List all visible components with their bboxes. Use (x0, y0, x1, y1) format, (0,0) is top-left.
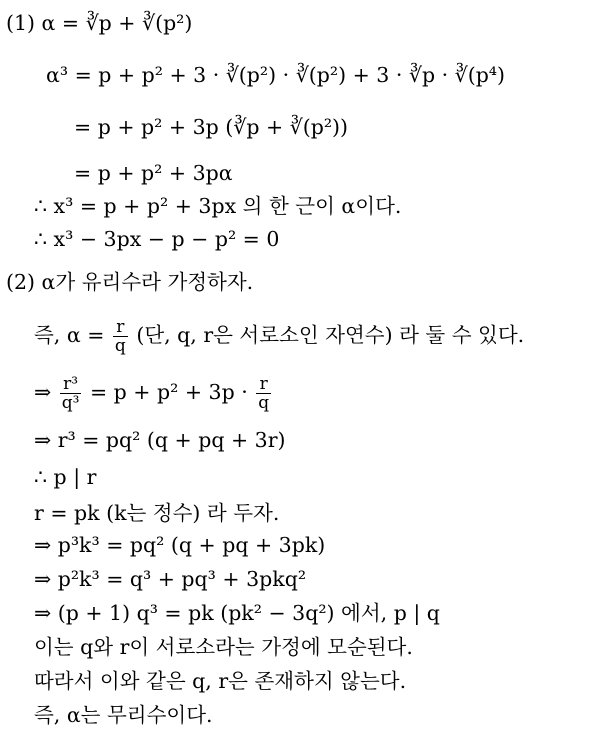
line-r-cubed: ⇒ r³ = pq² (q + pq + 3r) (34, 428, 286, 452)
fraction-prefix: 즉, α = (34, 323, 105, 347)
substitution-rhs: = p + p² + 3p · (89, 380, 248, 404)
line-substitution (34, 375, 273, 412)
line-alpha-as-fraction (34, 318, 524, 355)
line-cubic-equation: ∴ x³ − 3px − p − p² = 0 (34, 227, 280, 251)
line-nonexistence: 따라서 이와 같은 q, r은 존재하지 않는다. (34, 669, 407, 693)
fraction-r-over-q-rhs (256, 375, 271, 412)
line-r-equals-pk: r = pk (k는 정수) 라 두자. (34, 501, 280, 525)
line-p-divides-q: ⇒ (p + 1) q³ = pk (pk² − 3q²) 에서, p | q (34, 601, 440, 625)
line-factored-form: = p + p² + 3p (∛p + ∛(p²)) (74, 115, 349, 139)
line-p-divides-r: ∴ p | r (34, 465, 97, 489)
fraction-numerator: r (113, 318, 128, 337)
fraction-numerator: r (256, 375, 271, 394)
fraction-numerator: r³ (60, 375, 82, 394)
line-alpha-cubed-expansion: α³ = p + p² + 3 · ∛(p²) · ∛(p²) + 3 · ∛p · ∛(p⁴) (46, 63, 506, 87)
fraction-denominator: q (258, 393, 270, 413)
line-simplified: = p + p² + 3pα (74, 161, 233, 185)
fraction-denominator: q (114, 336, 126, 356)
line-p2k3: ⇒ p²k³ = q³ + pq³ + 3pkq² (34, 567, 307, 591)
implies-symbol: ⇒ (34, 380, 52, 404)
fraction-denominator: q³ (61, 393, 80, 413)
line-part2-assumption: (2) α가 유리수라 가정하자. (6, 270, 254, 294)
line-p3k3: ⇒ p³k³ = pq² (q + pq + 3pk) (34, 533, 326, 557)
line-contradiction: 이는 q와 r이 서로소라는 가정에 모순된다. (34, 635, 413, 659)
fraction-suffix: (단, q, r은 서로소인 자연수) 라 둘 수 있다. (136, 323, 525, 347)
line-root-statement: ∴ x³ = p + p² + 3px 의 한 근이 α이다. (34, 194, 402, 218)
line-conclusion-irrational: 즉, α는 무리수이다. (34, 703, 213, 727)
fraction-r-over-q (113, 318, 128, 355)
fraction-r3-over-q3 (60, 375, 82, 412)
line-part1-alpha-definition: (1) α = ∛p + ∛(p²) (6, 11, 193, 35)
